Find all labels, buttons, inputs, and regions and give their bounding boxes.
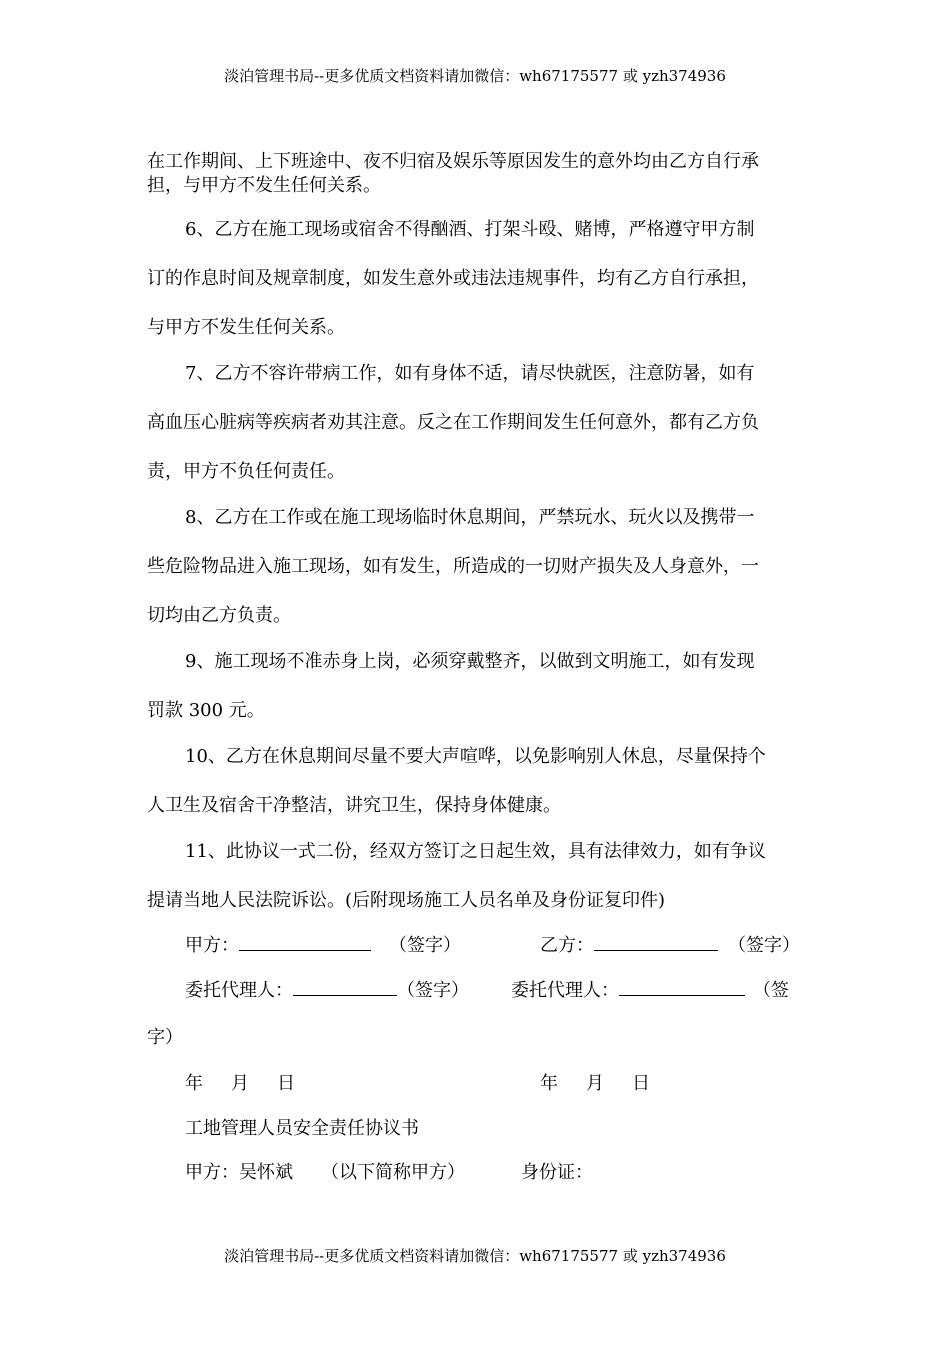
next-doc-title: 工地管理人员安全责任协议书 (185, 1118, 419, 1139)
party-a-sign-row (185, 932, 461, 958)
party-b-sign-note: （签字） (728, 935, 800, 956)
party-a-agent-row (185, 977, 469, 1003)
clause-10: 10、乙方在休息期间尽量不要大声喧哗，以免影响别人休息，尽量保持个 (185, 746, 766, 767)
body-line: 订的作息时间及规章制度，如发生意外或违法违规事件，均有乙方自行承担， (147, 268, 759, 289)
party-a-date (185, 1072, 295, 1096)
party-b-sign-row (540, 932, 800, 958)
body-line: 责，甲方不负任何责任。 (147, 461, 345, 482)
clause-7: 7、乙方不容许带病工作，如有身体不适，请尽快就医，注意防暑，如有 (185, 363, 755, 384)
body-line: 人卫生及宿舍干净整洁，讲究卫生，保持身体健康。 (147, 795, 561, 816)
party-b-agent-row (511, 977, 789, 1003)
date-month: 月 (586, 1073, 604, 1094)
page-header: 淡泊管理书局--更多优质文档资料请加微信：wh67175577 或 yzh374936 (224, 67, 726, 85)
next-doc-id-label: 身份证： (521, 1162, 593, 1183)
agent-a-label: 委托代理人： (185, 980, 293, 1001)
next-doc-party-a-note: （以下简称甲方） (321, 1162, 465, 1183)
page-footer: 淡泊管理书局--更多优质文档资料请加微信：wh67175577 或 yzh374936 (224, 1247, 726, 1265)
body-line: 与甲方不发生任何关系。 (147, 317, 345, 338)
body-line: 提请当地人民法院诉讼。(后附现场施工人员名单及身份证复印件) (147, 890, 666, 911)
body-line: 罚款 300 元。 (147, 700, 265, 721)
agent-b-signature-line (619, 977, 745, 996)
clause-11: 11、此协议一式二份，经双方签订之日起生效，具有法律效力，如有争议 (185, 841, 766, 862)
agent-b-sign-note-part2: 字） (147, 1027, 183, 1048)
body-line: 担，与甲方不发生任何关系。 (147, 175, 381, 196)
agent-b-label: 委托代理人： (511, 980, 619, 1001)
party-a-signature-line (239, 932, 371, 951)
party-b-date (540, 1072, 650, 1096)
date-month: 月 (231, 1073, 249, 1094)
agent-b-sign-note-part1: （签 (753, 980, 789, 1001)
body-line: 在工作期间、上下班途中、夜不归宿及娱乐等原因发生的意外均由乙方自行承 (147, 151, 759, 172)
next-doc-party-a: 甲方：吴怀斌 (185, 1162, 293, 1183)
party-b-label: 乙方： (540, 935, 594, 956)
body-line: 些危险物品进入施工现场，如有发生，所造成的一切财产损失及人身意外，一 (147, 556, 759, 577)
clause-6: 6、乙方在施工现场或宿舍不得酗酒、打架斗殴、赌博，严格遵守甲方制 (185, 219, 755, 240)
party-a-sign-note: （签字） (389, 935, 461, 956)
body-line: 切均由乙方负责。 (147, 605, 291, 626)
agent-a-signature-line (293, 977, 397, 996)
clause-9: 9、施工现场不准赤身上岗，必须穿戴整齐，以做到文明施工，如有发现 (185, 651, 755, 672)
clause-8: 8、乙方在工作或在施工现场临时休息期间，严禁玩水、玩火以及携带一 (185, 507, 755, 528)
next-doc-party-a-row (185, 1161, 593, 1185)
party-b-signature-line (594, 932, 718, 951)
body-line: 高血压心脏病等疾病者劝其注意。反之在工作期间发生任何意外，都有乙方负 (147, 412, 759, 433)
date-year: 年 (185, 1073, 203, 1094)
date-day: 日 (277, 1073, 295, 1094)
agent-a-sign-note: （签字） (397, 980, 469, 1001)
date-year: 年 (540, 1073, 558, 1094)
party-a-label: 甲方： (185, 935, 239, 956)
date-day: 日 (632, 1073, 650, 1094)
